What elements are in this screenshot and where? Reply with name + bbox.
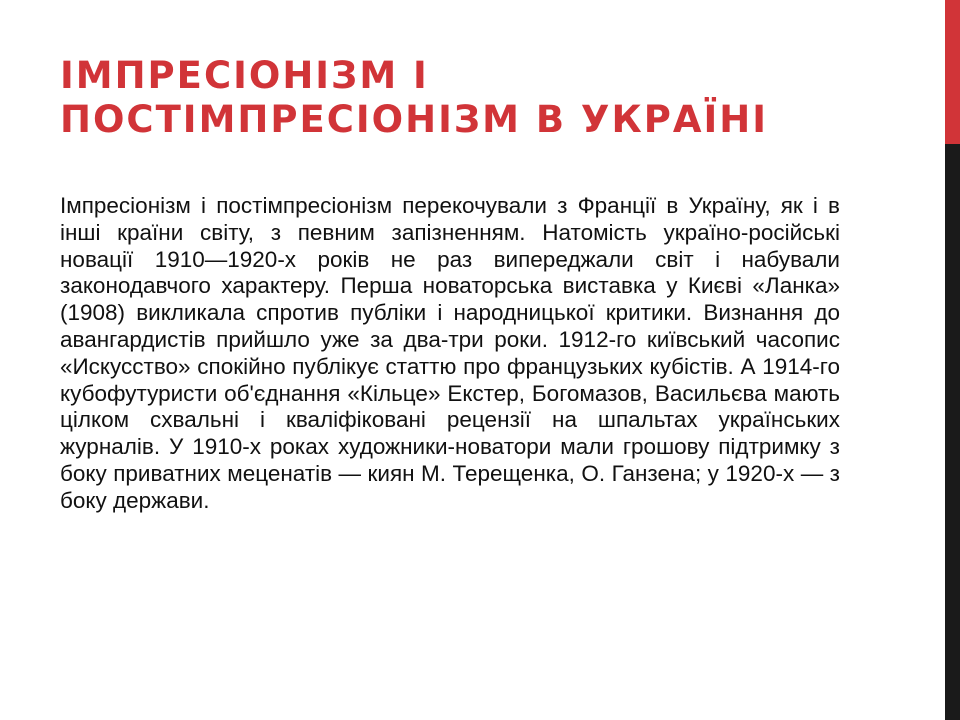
title-line-2: ПОСТІМПРЕСІОНІЗМ В УКРАЇНІ [60, 98, 768, 141]
slide-title [60, 54, 920, 142]
title-line-1: ІМПРЕСІОНІЗМ І [60, 54, 429, 97]
accent-bar-dark [945, 144, 960, 720]
accent-bar-red [945, 0, 960, 144]
slide-body-text: Імпресіонізм і постімпресіонізм перекочували з Франції в Україну, як і в інші країни світу, з певним запізненням. Натомість україно-російські новації 1910—1920-х років не раз випереджали світ і набували законодавчого характеру. Перша новаторська виставка у Києві «Ланка» (1908) викликала спротив публіки і народницької критики. Визнання до авангардистів прийшло уже за два-три роки. 1912-го київський часопис «Искусство» спокійно публікує статтю про французьких кубістів. А 1914-го кубофутуристи об'єднання «Кільце» Екстер, Богомазов, Васильєва мають цілком схвальні і кваліфіковані рецензії на шпальтах українських журналів. У 1910-х роках художники-новатори мали грошову підтримку з боку приватних меценатів — киян М. Терещенка, О. Ганзена; у 1920-х — з боку держави. [60, 193, 840, 513]
